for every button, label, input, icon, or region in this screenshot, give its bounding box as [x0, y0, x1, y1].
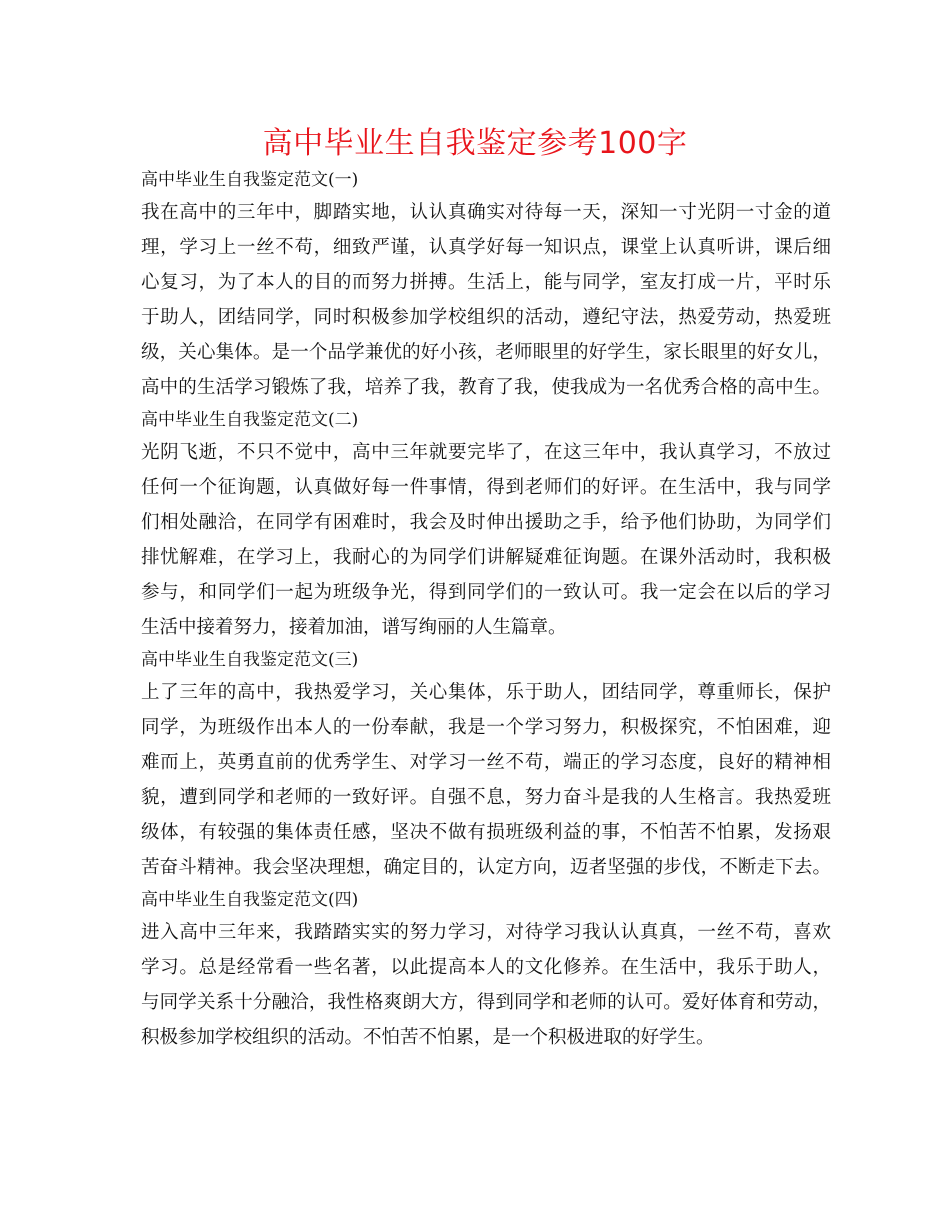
section-heading: 高中毕业生自我鉴定范文(四) [141, 890, 359, 910]
paragraph-line: 难而上，英勇直前的优秀学生、对学习一丝不苟，端正的学习态度，良好的精神相 [141, 752, 831, 773]
section-heading: 高中毕业生自我鉴定范文(二) [141, 410, 359, 430]
paragraph-line: 级体，有较强的集体责任感，坚决不做有损班级利益的事，不怕苦不怕累，发扬艰 [141, 822, 831, 843]
section-heading: 高中毕业生自我鉴定范文(三) [141, 650, 359, 670]
paragraph-line: 生活中接着努力，接着加油，谱写绚丽的人生篇章。 [141, 617, 567, 638]
paragraph-line: 积极参加学校组织的活动。不怕苦不怕累，是一个积极进取的好学生。 [141, 1027, 715, 1048]
paragraph-line: 苦奋斗精神。我会坚决理想，确定目的，认定方向，迈者坚强的步伐，不断走下去。 [141, 857, 831, 878]
section-heading: 高中毕业生自我鉴定范文(一) [141, 170, 359, 190]
essay-section-2 [141, 405, 831, 645]
paragraph-line: 任何一个征询题，认真做好每一件事情，得到老师们的好评。在生活中，我与同学 [141, 477, 831, 498]
essay-section-4 [141, 885, 831, 1055]
paragraph-line: 光阴飞逝，不只不觉中，高中三年就要完毕了，在这三年中，我认真学习，不放过 [141, 442, 831, 463]
essay-section-3 [141, 645, 831, 885]
document-title: 高中毕业生自我鉴定参考100字 [262, 126, 688, 161]
paragraph-line: 高中的生活学习锻炼了我，培养了我，教育了我，使我成为一名优秀合格的高中生。 [141, 377, 831, 398]
document-body [141, 165, 831, 1055]
paragraph-line: 学习。总是经常看一些名著，以此提高本人的文化修养。在生活中，我乐于助人， [141, 957, 831, 978]
paragraph-line: 心复习，为了本人的目的而努力拼搏。生活上，能与同学，室友打成一片，平时乐 [141, 272, 831, 293]
paragraph-line: 同学，为班级作出本人的一份奉献，我是一个学习努力，积极探究，不怕困难，迎 [141, 717, 831, 738]
paragraph-line: 与同学关系十分融洽，我性格爽朗大方，得到同学和老师的认可。爱好体育和劳动， [141, 992, 831, 1013]
paragraph-line: 貌，遭到同学和老师的一致好评。自强不息，努力奋斗是我的人生格言。我热爱班 [141, 787, 831, 808]
paragraph-line: 参与，和同学们一起为班级争光，得到同学们的一致认可。我一定会在以后的学习 [141, 582, 831, 603]
paragraph-line: 理，学习上一丝不苟，细致严谨，认真学好每一知识点，课堂上认真听讲，课后细 [141, 237, 831, 258]
paragraph-line: 于助人，团结同学，同时积极参加学校组织的活动，遵纪守法，热爱劳动，热爱班 [141, 307, 831, 328]
paragraph-line: 进入高中三年来，我踏踏实实的努力学习，对待学习我认认真真，一丝不苟，喜欢 [141, 922, 831, 943]
paragraph-line: 上了三年的高中，我热爱学习，关心集体，乐于助人，团结同学，尊重师长，保护 [141, 682, 831, 703]
paragraph-line: 级，关心集体。是一个品学兼优的好小孩，老师眼里的好学生，家长眼里的好女儿， [141, 342, 831, 363]
paragraph-line: 们相处融洽，在同学有困难时，我会及时伸出援助之手，给予他们协助，为同学们 [141, 512, 831, 533]
essay-section-1 [141, 165, 831, 405]
paragraph-line: 排忧解难，在学习上，我耐心的为同学们讲解疑难征询题。在课外活动时，我积极 [141, 547, 831, 568]
paragraph-line: 我在高中的三年中，脚踏实地，认认真确实对待每一天，深知一寸光阴一寸金的道 [141, 202, 831, 223]
